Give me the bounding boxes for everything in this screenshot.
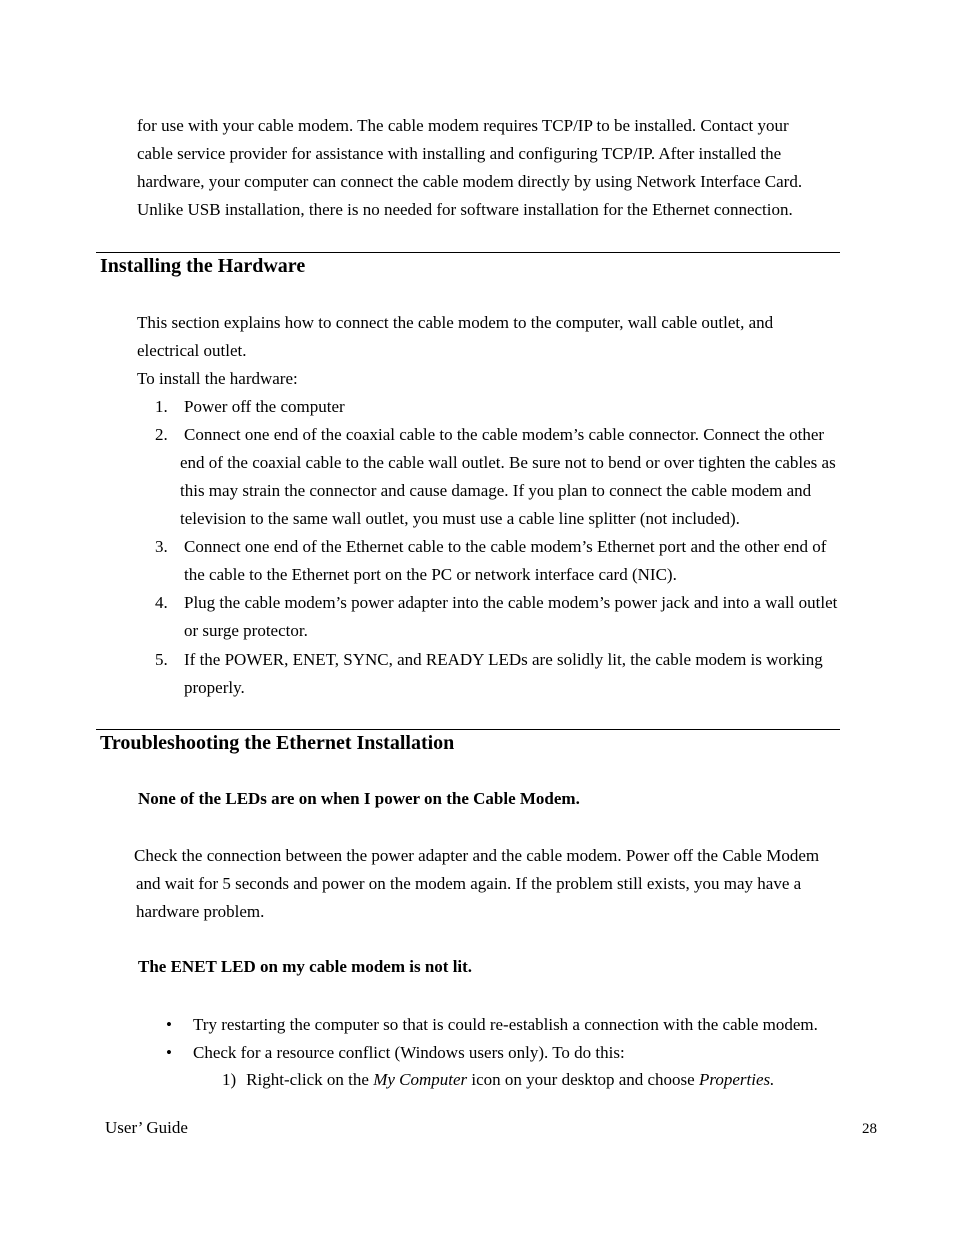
sub-step-number: 1) [222,1070,237,1089]
answer-line: Check the connection between the power adapter and the cable modem. Power off the Cable Modem [134,846,820,865]
intro-line: cable service provider for assistance with installing and configuring TCP/IP. After installed the [137,144,782,163]
question-heading: The ENET LED on my cable modem is not lit. [138,957,473,976]
answer-line: and wait for 5 seconds and power on the modem again. If the problem still exists, you may have a [136,874,802,893]
sub-step-text: Right-click on the [246,1070,374,1089]
bullet-icon: • [166,1043,172,1062]
section-divider [96,252,840,253]
question-heading: None of the LEDs are on when I power on the Cable Modem. [138,789,580,808]
step-line: or surge protector. [184,621,308,640]
step-number: 2. [155,425,168,444]
description-line: This section explains how to connect the cable modem to the computer, wall cable outlet, and [137,313,774,332]
step-line: properly. [184,678,245,697]
description-line: electrical outlet. [137,341,247,360]
step-line: Connect one end of the Ethernet cable to the cable modem’s Ethernet port and the other end of [184,537,827,556]
bullet-text: Try restarting the computer so that is could re-establish a connection with the cable modem. [193,1015,818,1034]
section-title-troubleshooting: Troubleshooting the Ethernet Installation [100,732,455,754]
step-number: 1. [155,397,168,416]
bullet-text: Check for a resource conflict (Windows users only). To do this: [193,1043,625,1062]
intro-line: for use with your cable modem. The cable modem requires TCP/IP to be installed. Contact your [137,116,789,135]
footer-title: User’ Guide [105,1118,188,1137]
bullet-icon: • [166,1015,172,1034]
section-title-hardware: Installing the Hardware [100,255,306,277]
answer-paragraph [134,842,894,926]
sub-step-emphasis: Properties. [698,1070,775,1089]
sub-step [222,1066,774,1094]
step-line: this may strain the connector and cause damage. If you plan to connect the cable modem and [180,481,812,500]
page-number: 28 [862,1121,877,1137]
step-line: television to the same wall outlet, you must use a cable line splitter (not included). [180,509,740,528]
step-line: Connect one end of the coaxial cable to the cable modem’s cable connector. Connect the other [184,425,825,444]
install-lead: To install the hardware: [137,369,298,388]
intro-line: Unlike USB installation, there is no needed for software installation for the Ethernet connection. [137,200,793,219]
sub-step-emphasis: My Computer [373,1070,468,1089]
step-line: end of the coaxial cable to the cable wall outlet. Be sure not to bend or over tighten the cables as [180,453,836,472]
answer-line: hardware problem. [136,902,265,921]
intro-paragraph [137,112,897,224]
intro-line: hardware, your computer can connect the cable modem directly by using Network Interface Card. [137,172,803,191]
step-line: Power off the computer [184,397,345,416]
step-number: 3. [155,537,168,556]
hardware-description [137,309,897,393]
step-line: the cable to the Ethernet port on the PC or network interface card (NIC). [184,565,677,584]
step-number: 4. [155,593,168,612]
section-divider [96,729,840,730]
sub-step-text: icon on your desktop and choose [467,1070,699,1089]
step-line: If the POWER, ENET, SYNC, and READY LEDs are solidly lit, the cable modem is working [184,650,823,669]
step-number: 5. [155,650,168,669]
step-line: Plug the cable modem’s power adapter into the cable modem’s power jack and into a wall outlet [184,593,838,612]
